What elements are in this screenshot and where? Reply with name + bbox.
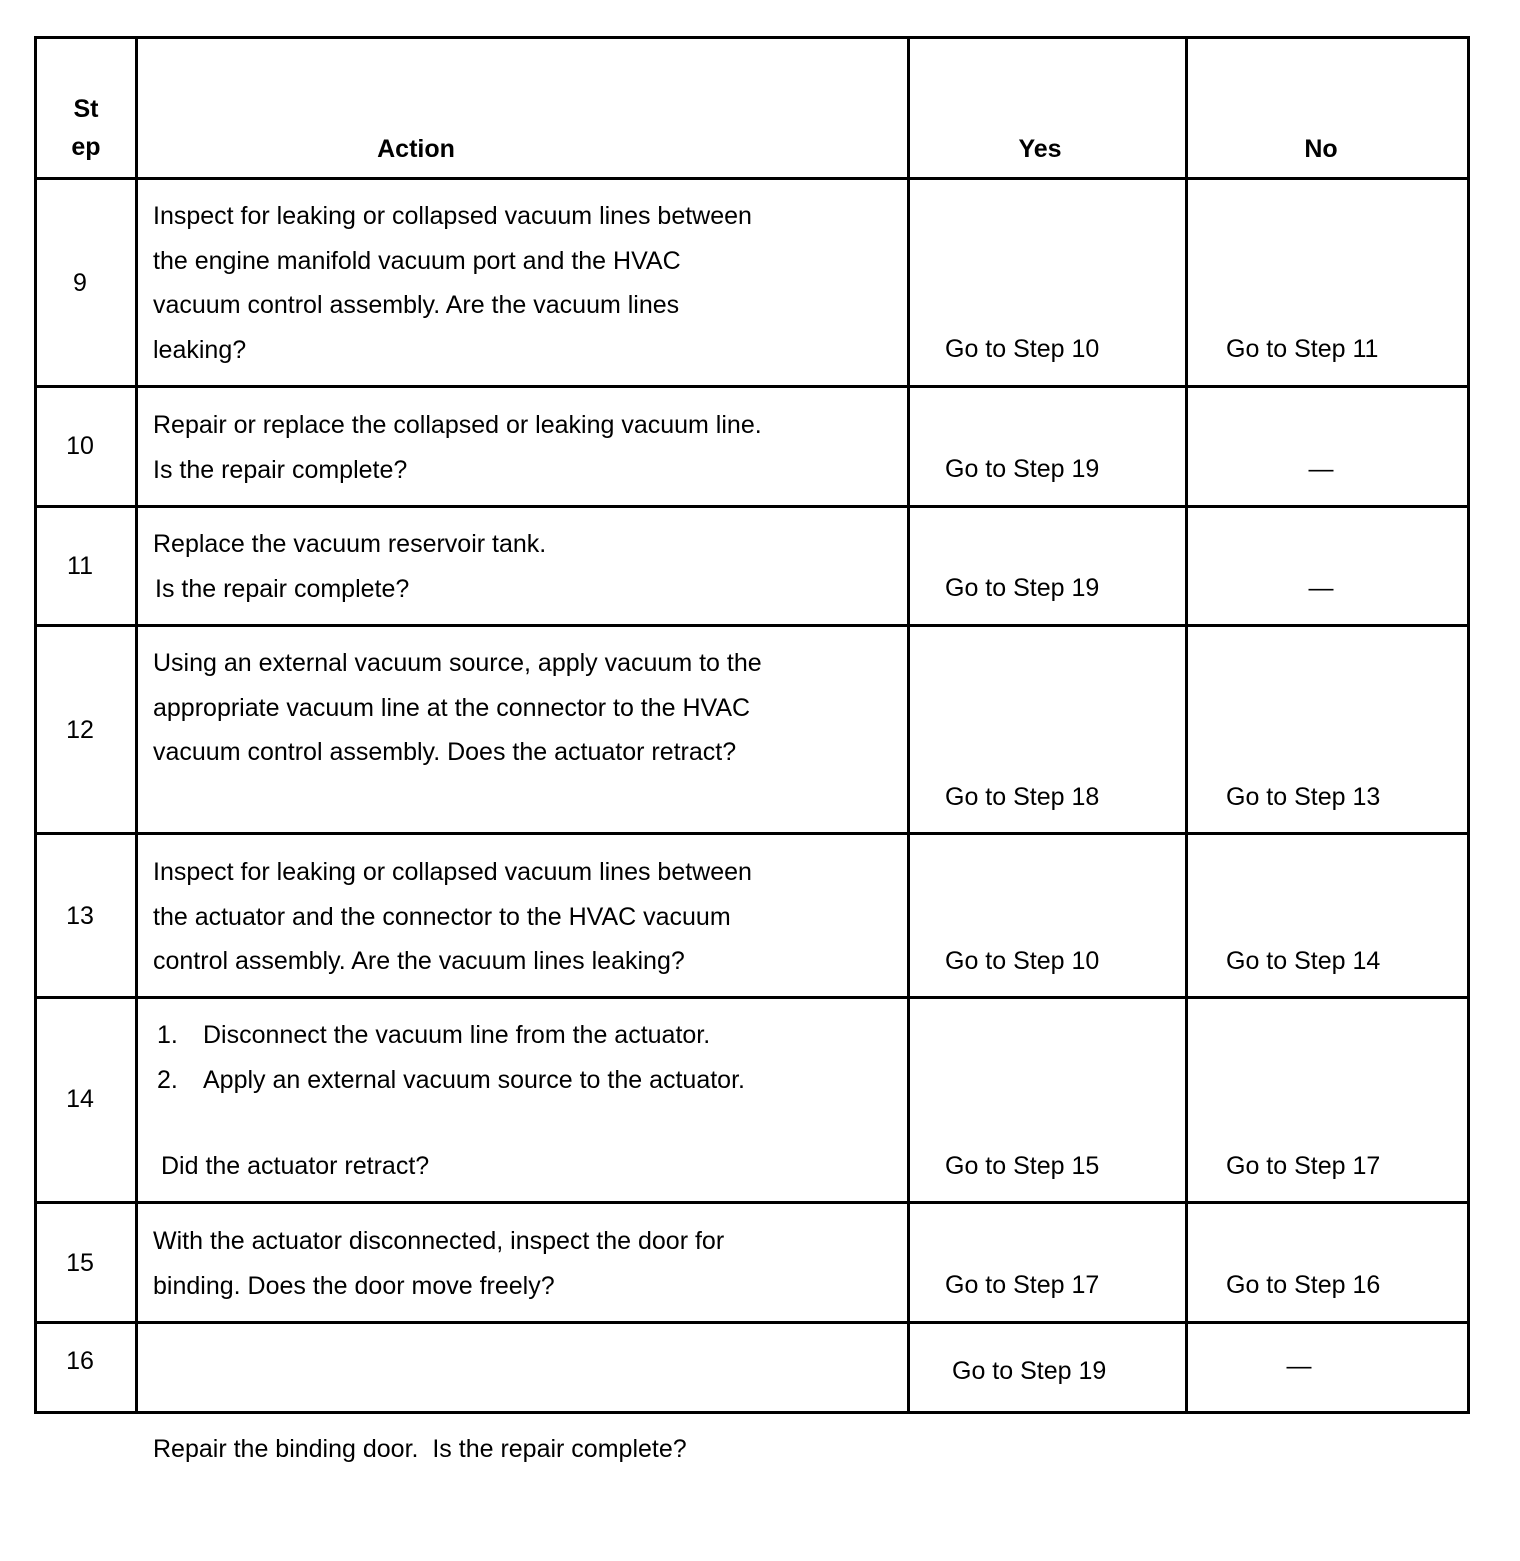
table-divider (34, 505, 1470, 508)
action-line: Inspect for leaking or collapsed vacuum lines between (153, 202, 752, 230)
list-item-text: Disconnect the vacuum line from the actuator. (203, 1021, 711, 1049)
no-target: — (1308, 574, 1334, 602)
no-target: Go to Step 17 (1226, 1152, 1381, 1180)
action-line: Is the repair complete? (155, 574, 410, 603)
list-item-number: 1. (157, 1021, 178, 1049)
action-text (153, 641, 762, 775)
column-divider (1185, 36, 1188, 1414)
action-text (153, 850, 752, 984)
yes-target: Go to Step 10 (945, 947, 1100, 975)
action-line: Using an external vacuum source, apply vacuum to the (153, 649, 762, 677)
column-divider (135, 36, 138, 1414)
action-text (153, 194, 752, 372)
header-step (37, 90, 135, 166)
no-target: — (1286, 1352, 1312, 1380)
table-divider (34, 996, 1470, 999)
list-item-text: Apply an external vacuum source to the actuator. (203, 1065, 745, 1094)
troubleshooting-table (34, 36, 1470, 1463)
table-divider (34, 1201, 1470, 1204)
header-step-line2: ep (71, 133, 101, 161)
table-divider (34, 624, 1470, 627)
no-target: Go to Step 13 (1226, 783, 1381, 811)
yes-target: Go to Step 10 (945, 335, 1100, 363)
action-line: the actuator and the connector to the HVAC vacuum (153, 902, 731, 931)
step-number: 12 (66, 716, 94, 744)
action-line: With the actuator disconnected, inspect the door for (153, 1227, 725, 1255)
no-target: Go to Step 16 (1226, 1271, 1381, 1299)
action-line: vacuum control assembly. Are the vacuum lines (153, 291, 680, 319)
action-line: control assembly. Are the vacuum lines leaking? (153, 947, 685, 975)
yes-target: Go to Step 19 (945, 574, 1100, 602)
action-steps-list (157, 1013, 745, 1102)
action-text (153, 1219, 724, 1308)
table-divider (34, 177, 1470, 180)
yes-target: Go to Step 19 (945, 455, 1100, 483)
header-step-line1: St (73, 95, 99, 123)
action-line: Repair or replace the collapsed or leaking vacuum line. (153, 411, 762, 439)
list-item-number: 2. (157, 1065, 178, 1094)
step-number: 16 (66, 1347, 94, 1375)
action-line: Inspect for leaking or collapsed vacuum lines between (153, 858, 752, 886)
action-line: binding. Does the door move freely? (153, 1271, 555, 1300)
table-divider (34, 385, 1470, 388)
step-number: 13 (66, 902, 94, 930)
action-line: Is the repair complete? (153, 455, 408, 484)
header-action: Action (377, 135, 455, 163)
yes-target: Go to Step 17 (945, 1271, 1100, 1299)
header-yes: Yes (1018, 135, 1062, 163)
no-target: Go to Step 11 (1226, 335, 1379, 363)
step-number: 14 (66, 1085, 94, 1113)
no-target: — (1308, 455, 1334, 483)
table-divider (34, 832, 1470, 835)
action-line: the engine manifold vacuum port and the HVAC (153, 246, 681, 275)
action-question: Did the actuator retract? (161, 1152, 430, 1180)
table-border-right (1467, 36, 1470, 1414)
action-line: appropriate vacuum line at the connector to the HVAC (153, 693, 751, 722)
header-no: No (1304, 135, 1338, 163)
step-number: 15 (66, 1249, 94, 1277)
list-item (157, 1013, 745, 1058)
table-divider (34, 1321, 1470, 1324)
step-number: 9 (73, 269, 87, 297)
action-line: Replace the vacuum reservoir tank. (153, 530, 547, 558)
yes-target: Go to Step 15 (945, 1152, 1100, 1180)
action-text (153, 522, 546, 611)
action-line: vacuum control assembly. Does the actuator retract? (153, 738, 737, 766)
step-number: 10 (66, 432, 94, 460)
action-text (153, 1338, 687, 1561)
action-text (153, 403, 762, 492)
column-divider (907, 36, 910, 1414)
yes-target: Go to Step 18 (945, 783, 1100, 811)
no-target: Go to Step 14 (1226, 947, 1381, 975)
step-number: 11 (67, 552, 93, 580)
table-border-top (34, 36, 1470, 39)
yes-target: Go to Step 19 (952, 1357, 1107, 1385)
action-line: Repair the binding door. Is the repair complete? (153, 1435, 687, 1463)
list-item (157, 1058, 745, 1103)
action-line: leaking? (153, 335, 247, 364)
